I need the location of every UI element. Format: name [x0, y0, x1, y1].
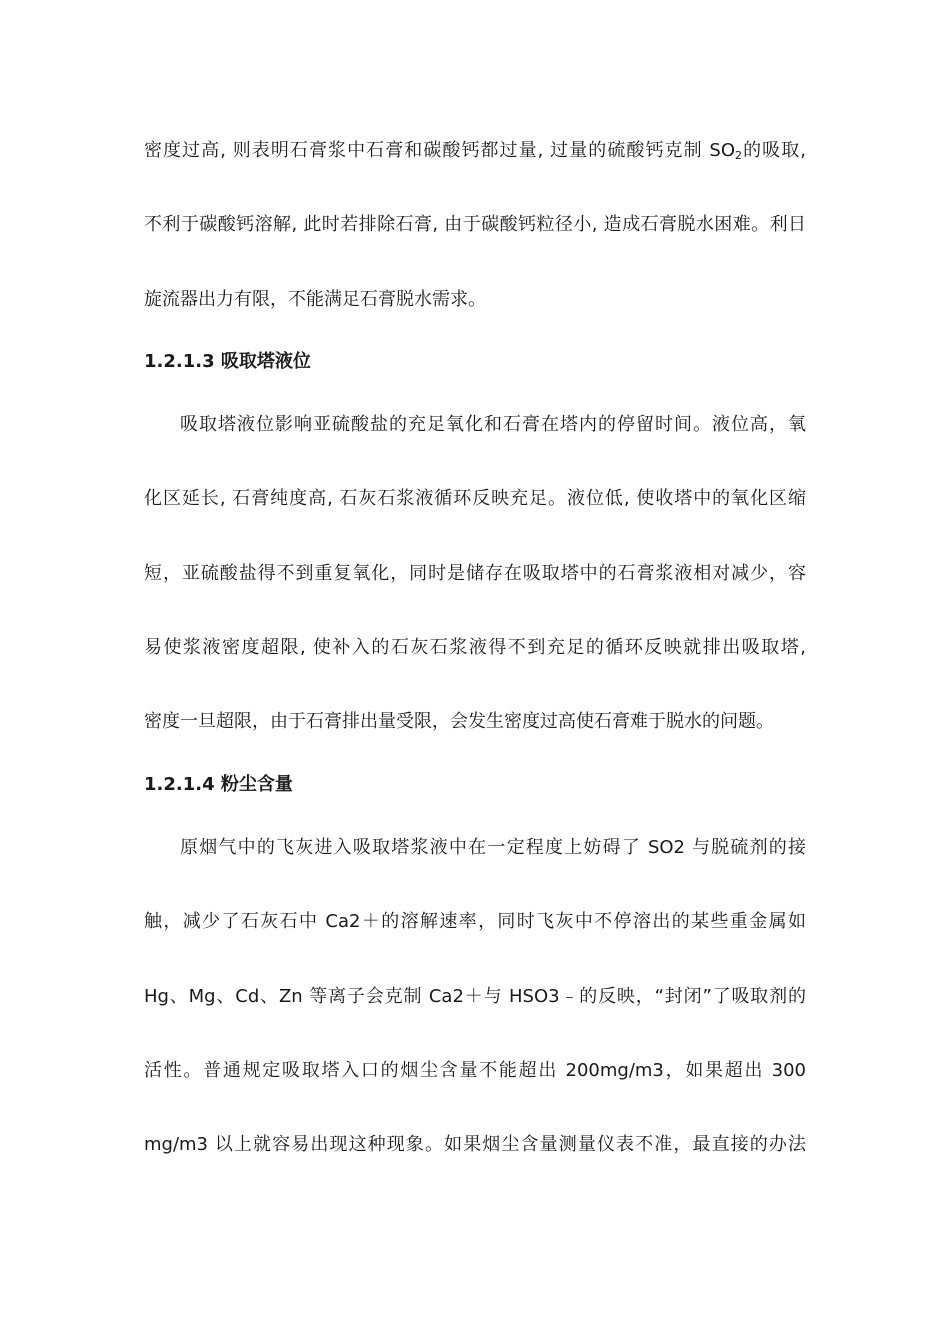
section-heading: 1.2.1.4 粉尘含量 — [144, 774, 293, 795]
paragraph-line: 易使浆液密度超限, 使补入的石灰石浆液得不到充足的循环反映就排出吸取塔, — [144, 637, 806, 658]
paragraph-line: 短，亚硫酸盐得不到重复氧化，同时是储存在吸取塔中的石膏浆液相对减少，容 — [144, 563, 806, 584]
paragraph-line: 触，减少了石灰石中 Ca2＋的溶解速率，同时飞灰中不停溶出的某些重金属如 — [144, 911, 806, 932]
paragraph-line: mg/m3 以上就容易出现这种现象。如果烟尘含量测量仪表不准，最直接的办法 — [144, 1134, 806, 1155]
paragraph-line: 活性。普通规定吸取塔入口的烟尘含量不能超出 200mg/m3，如果超出 300 — [144, 1060, 806, 1081]
paragraph-line: 化区延长, 石膏纯度高, 石灰石浆液循环反映充足。液位低, 使收塔中的氧化区缩 — [144, 488, 806, 509]
paragraph-line: 旋流器出力有限，不能满足石膏脱水需求。 — [144, 289, 486, 310]
paragraph-line: Hg、Mg、Cd、Zn 等离子会克制 Ca2＋与 HSO3﹣的反映，“封闭”了吸取剂的 — [144, 986, 806, 1007]
paragraph-line: 吸取塔液位影响亚硫酸盐的充足氧化和石膏在塔内的停留时间。液位高，氧 — [180, 414, 806, 435]
paragraph-line: 原烟气中的飞灰进入吸取塔浆液中在一定程度上妨碍了 SO2 与脱硫剂的接 — [180, 837, 806, 858]
paragraph-line: 密度一旦超限，由于石膏排出量受限，会发生密度过高使石膏难于脱水的问题。 — [144, 711, 774, 732]
paragraph-line: 不利于碳酸钙溶解, 此时若排除石膏, 由于碳酸钙粒径小, 造成石膏脱水困难。利日 — [144, 214, 806, 235]
paragraph-text: 的吸取, — [742, 140, 806, 161]
paragraph-line — [144, 138, 806, 164]
subscript: 2 — [735, 149, 743, 162]
section-heading: 1.2.1.3 吸取塔液位 — [144, 351, 311, 372]
paragraph-text: 密度过高, 则表明石膏浆中石膏和碳酸钙都过量, 过量的硫酸钙克制 SO — [144, 140, 736, 161]
